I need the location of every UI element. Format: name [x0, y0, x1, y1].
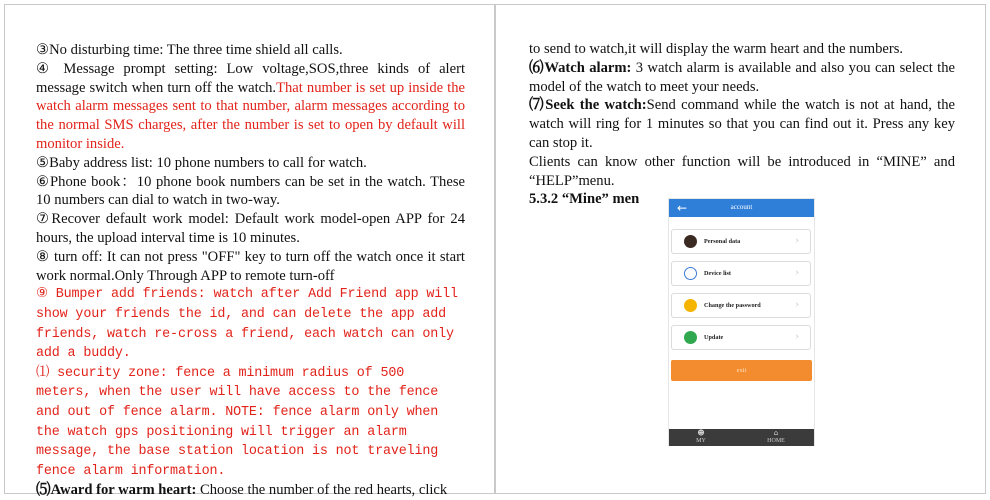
tab-label: MY — [696, 438, 706, 444]
paragraph-warm-heart — [36, 481, 465, 500]
menu-item-label: Update — [704, 334, 724, 341]
bottom-tab-bar — [669, 429, 814, 446]
phone-title: account — [730, 203, 753, 211]
exit-button[interactable]: exit — [671, 360, 812, 381]
phone-header — [669, 199, 814, 217]
paragraph-watch-alarm — [529, 59, 955, 97]
section-heading-mine: 5.3.2 “Mine” men — [529, 191, 640, 208]
right-text-column — [529, 40, 955, 209]
paragraph-phone-book: ⑥Phone book：10 phone book numbers can be set in the watch. These 10 numbers can dial to watch in two-way. — [36, 173, 465, 209]
chevron-right-icon: › — [795, 268, 799, 278]
watch-alarm-title: ⑹Watch alarm: — [529, 59, 632, 76]
right-page — [495, 4, 986, 494]
paragraph-warm-heart-cont: to send to watch,it will display the warm heart and the numbers. — [529, 41, 904, 57]
menu-item-update[interactable] — [671, 325, 811, 350]
watch-icon — [684, 267, 697, 280]
tab-home[interactable] — [756, 429, 796, 446]
paragraph-clients: Clients can know other function will be introduced in “MINE” and “HELP”menu. — [529, 153, 955, 189]
menu-item-label: Personal data — [704, 238, 741, 245]
person-icon: ☻ — [697, 429, 705, 437]
tab-my[interactable] — [681, 429, 721, 446]
message-prompt-text: ④ Message prompt setting: Low voltage,SOS,three kinds of alert message switch when turn off the watch. — [36, 60, 465, 96]
menu-item-label: Device list — [704, 270, 731, 277]
watch-alarm-text: 3 watch alarm is available and also you can select the model of the watch to meet your needs. — [529, 59, 955, 95]
seek-watch-text: Send command while the watch is not at hand, the watch will ring for 1 minutes so that you can find out it. Press any key can stop it. — [529, 97, 955, 151]
home-icon: ⌂ — [773, 429, 779, 437]
tab-label: HOME — [767, 438, 785, 444]
back-arrow-icon[interactable]: ← — [677, 201, 688, 215]
chevron-right-icon: › — [795, 236, 799, 246]
warm-heart-title: ⑸Award for warm heart: — [36, 482, 197, 499]
chevron-right-icon: › — [795, 300, 799, 310]
menu-item-personal-data[interactable] — [671, 229, 811, 254]
paragraph-message-prompt — [36, 60, 465, 154]
menu-item-device-list[interactable] — [671, 261, 811, 286]
paragraph-disturbing-time: ③No disturbing time: The three time shield all calls. — [36, 42, 343, 58]
chevron-right-icon: › — [795, 332, 799, 342]
message-prompt-note: That number is set up inside the watch alarm messages sent to that number, alarm messages according to the normal SMS charges, after the number is set to open by default will monitor inside. — [36, 79, 465, 152]
left-text-column — [36, 41, 465, 500]
phone-screenshot — [668, 198, 815, 446]
menu-item-change-password[interactable] — [671, 293, 811, 318]
avatar-icon — [684, 235, 697, 248]
left-page — [4, 4, 495, 499]
paragraph-turn-off: ⑧ turn off: It can not press "OFF" key to turn off the watch once it start work normal.Only Through APP to remote turn-off — [36, 248, 465, 284]
refresh-icon — [684, 331, 697, 344]
paragraph-recover-default: ⑦Recover default work model: Default work model-open APP for 24 hours, the upload interval time is 10 minutes. — [36, 211, 465, 246]
paragraph-security-zone: ⑴ security zone: fence a minimum radius of 500 meters, when the user will have access to the fence and out of fence alarm. NOTE: fence alarm only when the watch gps positioning will trigger an alarm message, the base station location is not traveling fence alarm information. — [36, 365, 439, 479]
seek-watch-title: ⑺Seek the watch: — [529, 97, 647, 114]
lock-icon — [684, 299, 697, 312]
paragraph-baby-address: ⑤Baby address list: 10 phone numbers to call for watch. — [36, 154, 367, 171]
menu-item-label: Change the password — [704, 302, 761, 309]
paragraph-seek-watch — [529, 96, 955, 152]
paragraph-bumper-friends: ⑨ Bumper add friends: watch after Add Friend app will show your friends the id, and can delete the app add friends, watch re-cross a friend, each watch can only add a buddy. — [36, 287, 458, 362]
warm-heart-text: Choose the number of the red hearts, click — [196, 482, 448, 499]
